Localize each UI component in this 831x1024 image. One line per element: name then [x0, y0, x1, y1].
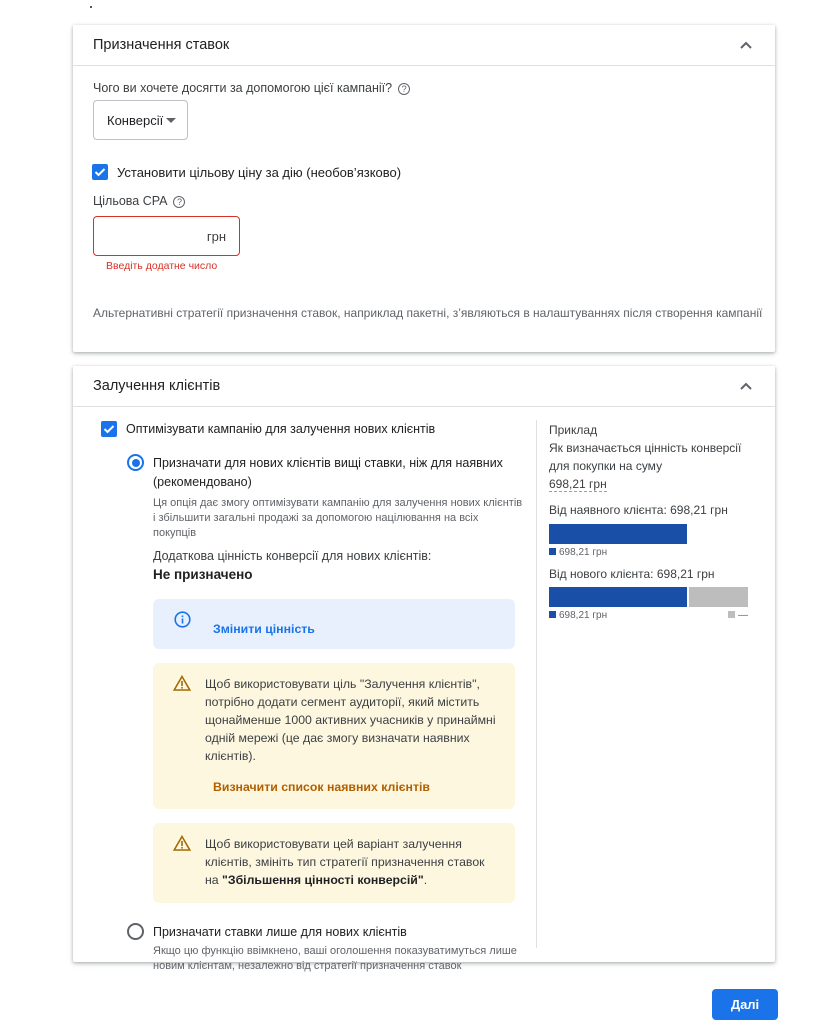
define-list-link[interactable]: Визначити список наявних клієнтів — [213, 780, 430, 794]
warning-audience — [153, 663, 515, 809]
option2-desc: Якщо цю функцію ввімкнено, ваші оголошення показуватимуться лише новим клієнтам, незалежно від стратегії призначення ставок — [153, 945, 517, 972]
goal-dropdown[interactable] — [93, 100, 188, 140]
new-legend: 698,21 грн — — [549, 609, 748, 623]
next-button[interactable]: Далі — [712, 989, 778, 1020]
warning1-text: Щоб використовувати ціль "Залучення клієнтів", потрібно додати сегмент аудиторії, який містить щонайменше 1000 активних учасників у принаймні одній мережі (це дає змогу визначати наявних клієнтів). — [205, 677, 496, 763]
info-icon — [174, 611, 191, 628]
target-checkbox-label: Установити цільову ціну за дію (необов’язково) — [117, 165, 402, 180]
goal-question: Чого ви хочете досягти за допомогою цієї кампанії? ? — [93, 81, 410, 95]
option1-radio[interactable] — [127, 454, 144, 471]
existing-label: Від наявного клієнта: 698,21 грн — [549, 503, 728, 517]
option1-label: Призначати для нових клієнтів вищі ставки, ніж для наявних (рекомендовано) — [153, 456, 503, 489]
existing-bar — [549, 524, 687, 544]
bidding-card — [73, 25, 775, 352]
bidding-note: Альтернативні стратегії призначення ставок, наприклад пакетні, з’являються в налаштуваннях після створення кампанії — [93, 306, 763, 320]
option1-desc: Ця опція дає змогу оптимізувати кампанію для залучення нових клієнтів і збільшити загальні продажі за допомогою націлювання на всіх покупців — [153, 497, 523, 539]
option2 — [101, 923, 523, 974]
dot — [90, 6, 92, 8]
acquisition-title: Залучення клієнтів — [93, 378, 221, 394]
cpa-unit: грн — [206, 229, 226, 244]
warning2-text: Щоб використовувати цей варіант залучення клієнтів, змініть тип стратегії призначення ставок на "Збільшення цінності конверсій". — [205, 837, 485, 887]
target-checkbox[interactable] — [92, 164, 108, 180]
option2-label: Призначати ставки лише для нових клієнтів — [153, 925, 407, 939]
new-base-bar — [549, 587, 687, 607]
existing-legend: 698,21 грн — [549, 546, 748, 560]
caret-down-icon — [166, 118, 176, 124]
column-divider — [536, 420, 537, 948]
new-label: Від нового клієнта: 698,21 грн — [549, 567, 715, 581]
cpa-label: Цільова CPA ? — [93, 194, 185, 208]
extra-value: Не призначено — [153, 567, 253, 582]
bidding-title: Призначення ставок — [93, 37, 230, 53]
optimize-label: Оптимізувати кампанію для залучення нових клієнтів — [126, 422, 436, 436]
example-title: Приклад — [549, 423, 598, 437]
warning-icon — [173, 675, 191, 691]
cpa-input[interactable] — [93, 216, 240, 256]
chevron-up-icon[interactable] — [739, 38, 753, 52]
optimize-checkbox[interactable] — [101, 421, 117, 437]
dropdown-value: Конверсії — [107, 113, 164, 128]
new-extra-legend: — — [728, 609, 748, 623]
example-panel — [549, 421, 754, 623]
acquisition-header[interactable] — [73, 366, 775, 407]
cpa-error: Введіть додатне число — [106, 260, 218, 272]
extra-value-label: Додаткова цінність конверсії для нових клієнтів: — [153, 549, 432, 563]
option1 — [101, 454, 523, 584]
warning-strategy — [153, 823, 515, 903]
optimize-row — [101, 420, 523, 438]
chevron-up-icon[interactable] — [739, 379, 753, 393]
option2-radio[interactable] — [127, 923, 144, 940]
bidding-header[interactable] — [73, 25, 775, 66]
acquisition-options — [101, 420, 523, 974]
example-desc: Як визначається цінність конверсії для покупки на суму — [549, 441, 742, 473]
help-icon[interactable]: ? — [173, 196, 185, 208]
change-value-box — [153, 599, 515, 649]
example-amount[interactable]: 698,21 грн — [549, 477, 607, 491]
help-icon[interactable]: ? — [398, 83, 410, 95]
warning-icon — [173, 835, 191, 851]
change-value-link[interactable]: Змінити цінність — [213, 622, 315, 636]
new-extra-bar — [689, 587, 748, 607]
